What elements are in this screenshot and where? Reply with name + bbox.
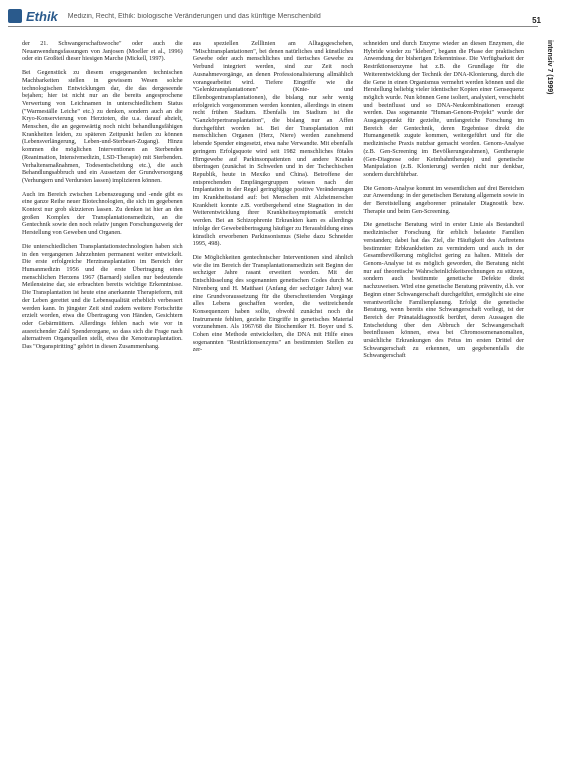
paragraph: Die genetische Beratung wird in erster Linie als Bestandteil medizinischer Forschung für erblich belastete Familien verstanden; dabei hat das Ziel, die Häufigkeit des Auftretens bestimmter Erbkrankheiten zu vermindern und auch in der Gesamtbevölkerung möglichst gering zu halten. Mittels der Genom-Analyse ist es möglich geworden, die Beratung nicht nur auf theoretische Wahrscheinlichkeitsrechnungen zu stützen, sondern auch bestimmte genetische Defekte direkt nachzuweisen. Wird eine genetische Beratung präventiv, d.h. vor Beginn einer Schwangerschaft durchgeführt, ermöglicht sie eine verantwortliche Familienplanung. Erfolgt die genetische Beratung, wenn bereits eine Schwangerschaft vorliegt, ist der Bereich der Pränataldiagnostik berührt, deren Aussagen die Entscheidung über den Abbruch der Schwangerschaft beeinflussen können, etwa bei Chromosomenanomalien, ursächliche Erkrankungen des Fetus im ersten Drittel der Schwangerschaft zu erkennen, um gegebenenfalls die Schwangerschaft bbox=[363, 221, 524, 360]
text-columns bbox=[22, 40, 524, 746]
paragraph: aus speziellen Zelllinien am Alltagsgeschehen, "Mischtransplantationen", bei denen natürliches und künstliches Gewebe oder auch menschliches und tierisches Gewebe zu Verbund integriert werden, sind zur Zeit noch Ausnahmevorgänge, an denen Professionalisierung allmählich vorangearbeitet wird. Tiefere Eingriffe wie die "Gelenktransplantationen" (Knie- und Ellenbogentransplantationen), die bislang nur sehr wenig erfolgreich vorgenommen werden konnten, allerdings in einem recht frühen Stadium. Ebenfalls im Stadium ist die "Ganzkörpertransplantation", die bislang nur an Affen durchgeführt worden ist. Bei der Transplantation mit menschlichen Organen (Herz, Niere) werden zunehmend lebende Spender eingesetzt, etwa nahe Verwandte. Mit ebenfalls geringem Erfolgsquote wird seit 1982 menschliches fötales Hirngewebe auf Parkinsonpatienten und andere Kranke übertragen (zunächst in Schweden und in der Tschechischen Republik, heute in Mexiko und China). Betroffene der entsprechenden Empfängergruppen wiesen nach der Implantation in der Regel geringfügige positive Veränderungen im Krankheitsstand auf: bei Menschen mit Alzheimerscher Krankheit konnte z.B. vorübergehend eine Stagnation in der Weiterentwicklung ihrer Krankheitssymptomatik erreicht werden. Bei an Schizophrenie Erkrankten kam es allerdings infolge der Gewebeübertragung häufiger zu Herausbildung eines künstlich erworbenen Parkinsonismus (Siehe dazu Schneider 1995, 498). bbox=[192, 40, 354, 248]
paragraph: schneiden und durch Enzyme wieder an diesen Enzymen, die Hybride wieder zu "kleben", begann die Phase der praktischen Anwendung der bisherigen Erkenntnisse. Die Verfügbarkeit der Restriktionsenzyme hat z.B. die Grundlage für die Weiterentwicklung der Technik der DNA-Klonierung, durch die die Gene in einen Organismus vermehrt werden können und die Herstellung beliebig vieler identischer Kopien einer Gensequenz möglich wurde. Nun können Gene isoliert, analysiert, verschiebt und beeinflusst und so DNA-Neukombinationen erzeugt werden. Das sogenannte "Human-Genom-Projekt" wurde der Ausgangspunkt für gezielte, umfangreiche Forschung im Bereich der Gentechnik, deren Ergebnisse direkt die Humangenetik zugute kommen, weitergeführt und für die medizinische Praxis nutzbar gemacht worden. Genom-Analyse (z.B. Gen-Screening im Bevölkerungsrahmen), Gentherapie (Gen-Diagnose oder Keimbahntherapie) und genetische Manipulation (z.B. Klonierung) werden nicht nur denkbar, sondern durchführbar. bbox=[363, 40, 524, 178]
paragraph: Bei Gegenstück zu diesem ersgegenanden technischen Machbarkeiten stellen in gewissem Wesen solche technologischen Entwicklungen dar, die das dergeseende bejahen; hier ist nicht nur an die bereits angesprochene Verwertung von Leichnamen in unterschiedlichem Status ("Warmeställe Leiche" etc.) zu denken, sondern auch an die Kryo-Konservierung von Herztoten, die u.a. darauf abzielt, Menschen, die an gegenwärtig noch nicht behandlungsfähigen Krankheiten leiden, zu späteren Zeitpunkt heilen zu können (Lebensverlängerung, Leben-und-Sterbeart-Zugang). Hinzu kommen die möglichen Interventionen an Sterbenden (Reanimation, Intensivmedizin, LSD-Therapie) mit Sterbenden. Verhaltensmaßnahmen, Todesentscheidung etc.), die auch Behandlungsabbruch und ein Aussetzen der Grundversorgung (Verhungern und Verdursten lassen) implizieren können. bbox=[22, 69, 183, 184]
journal-logo-icon bbox=[8, 9, 22, 23]
running-head: Medizin, Recht, Ethik: biologische Veränderungen und das künftige Menschenbild bbox=[67, 12, 321, 20]
column-1 bbox=[22, 40, 183, 746]
column-3 bbox=[363, 40, 524, 746]
journal-logo-text: Ethik bbox=[26, 8, 58, 24]
paragraph: der 21. Schwangerschaftswoche" oder auch die Neuanwendungsfassungen von Janjosen (Moeller et al., 1996) oder ein Großteil dieser hiesigen Marche (Mickell, 1997). bbox=[22, 40, 183, 63]
paragraph: Die Genom-Analyse kommt im wesentlichen auf drei Bereichen zur Anwendung: in der genetischen Beratung allgemein sowie in der Bereitstellung angeborener pränataler Diagnostik bzw. Therapie und beim Gen-Screening. bbox=[363, 184, 524, 215]
side-label: intensiv 7 (1999) bbox=[546, 40, 553, 95]
paragraph: Auch im Bereich zwischen Lebenszeugung und -ende gibt es eine ganze Reihe neuer Biotechnologien, die sich im gegebenen Kontext nur grob skizzieren lassen. Zu denken ist hier an den großen Komplex der Transplantationsmedizin, an die Gentechnik sowie den noch relativ jungen Forschungszweig der Herstellung von Geweben und Organen. bbox=[22, 190, 183, 237]
paragraph: Die Möglichkeiten gentechnischer Interventionen sind ähnlich wie die im Bereich der Transplantationsmedizin seit Beginn der sechziger Jahre rasant erweitert worden. Mit der Entschlüsselung des sogenannten genetischen Codes durch M. Nirenberg und H. Matthaei (Anfang der sechziger Jahre) war eine Grundvoraussetzung für die überschreitenden Vorgänge alles Lebens geschaffen worden, die weitreichende Konsequenzen haben sollte, obwohl zunächst noch die Instrumente fehlten, gezielte Eingriffe in genetisches Material vorzunehmen. Als 1967/68 die Biochemiker H. Boyer und S. Cohen eine Methode entwickelten, die DNA mit Hilfe eines sogenannten "Restriktionsenzyms" an bestimmten Stellen zu zer- bbox=[192, 253, 354, 354]
paragraph: Die unterschiedlichen Transplantationstechnologien haben sich in den vergangenen Jahrzehnten permanent weiter entwickelt. Die erste erfolgreiche Herztransplantation im Bereich der Humanmedizin 1956 und die erste Übertragung eines menschlichen Herzens 1967 (Barnard) stellen nur bedeutende Meilensteine dar, sie erbrachten bereits wichtige Erkenntnisse. Die Transplantation ist heute eine anerkannte Therapieform, mit der Leben gerettet und die Lebensqualität erheblich verbessert werden kann. In jüngster Zeit sind zudem weitere Fortschritte erzielt worden, etwa die Übertragung von Händen, Gesichtern oder Gebärmüttern. Allerdings fehlen nach wie vor in ausreichender Zahl Spenderorgane, so dass sich die Frage nach alternativen Organquellen stellt, etwa die Xenotransplantation. Das "Organspiritting" gehört in diesen Zusammenhang. bbox=[22, 242, 183, 351]
page-number: 51 bbox=[532, 16, 541, 25]
page-header bbox=[8, 6, 538, 27]
column-2 bbox=[193, 40, 354, 746]
